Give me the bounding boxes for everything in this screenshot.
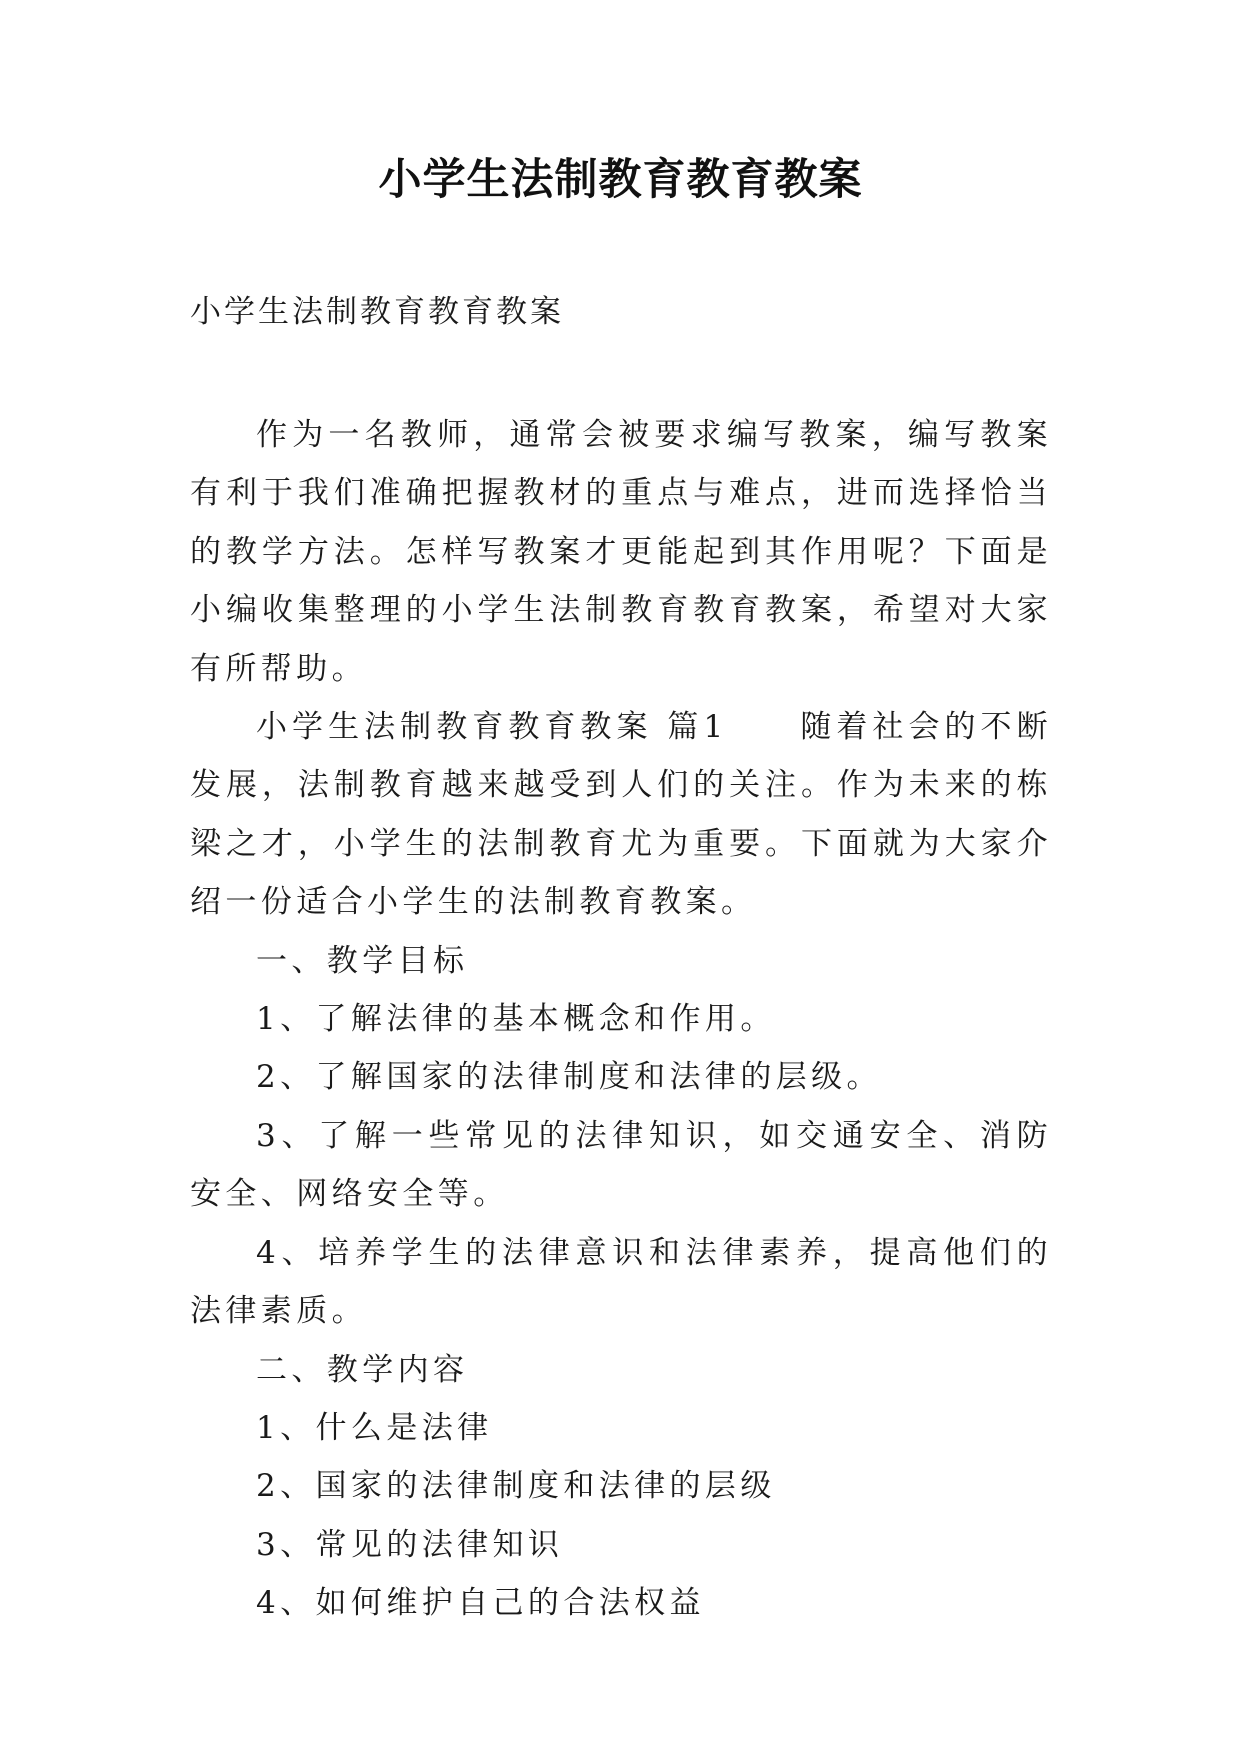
- document-title: 小学生法制教育教育教案: [378, 155, 863, 205]
- heading-teaching-content: 二、教学内容: [256, 1351, 469, 1388]
- content-item: 4、如何维护自己的合法权益: [256, 1585, 705, 1622]
- content-item: 3、常见的法律知识: [256, 1526, 564, 1563]
- goal-item: 4、培养学生的法律意识和法律素养，提高他们的法律素质。: [190, 1234, 1052, 1330]
- document-body: [190, 406, 1052, 1633]
- goal-item: 3、了解一些常见的法律知识，如交通安全、消防安全、网络安全等。: [190, 1117, 1052, 1213]
- goal-item: 1、了解法律的基本概念和作用。: [256, 1001, 776, 1038]
- content-item: 1、什么是法律: [256, 1409, 493, 1446]
- heading-teaching-goals: 一、教学目标: [256, 942, 469, 979]
- intro-paragraph: 作为一名教师，通常会被要求编写教案，编写教案有利于我们准确把握教材的重点与难点，进而选择恰当的教学方法。怎样写教案才更能起到其作用呢？下面是小编收集整理的小学生法制教育教育教案，希望对大家有所帮助。: [190, 417, 1052, 687]
- goal-item: 2、了解国家的法律制度和法律的层级。: [256, 1059, 882, 1096]
- content-item: 2、国家的法律制度和法律的层级: [256, 1468, 776, 1505]
- document-subtitle: 小学生法制教育教育教案: [190, 294, 564, 330]
- section-intro-paragraph: 小学生法制教育教育教案 篇1 随着社会的不断发展，法制教育越来越受到人们的关注。作为未来的栋梁之才，小学生的法制教育尤为重要。下面就为大家介绍一份适合小学生的法制教育教案。: [190, 709, 1052, 921]
